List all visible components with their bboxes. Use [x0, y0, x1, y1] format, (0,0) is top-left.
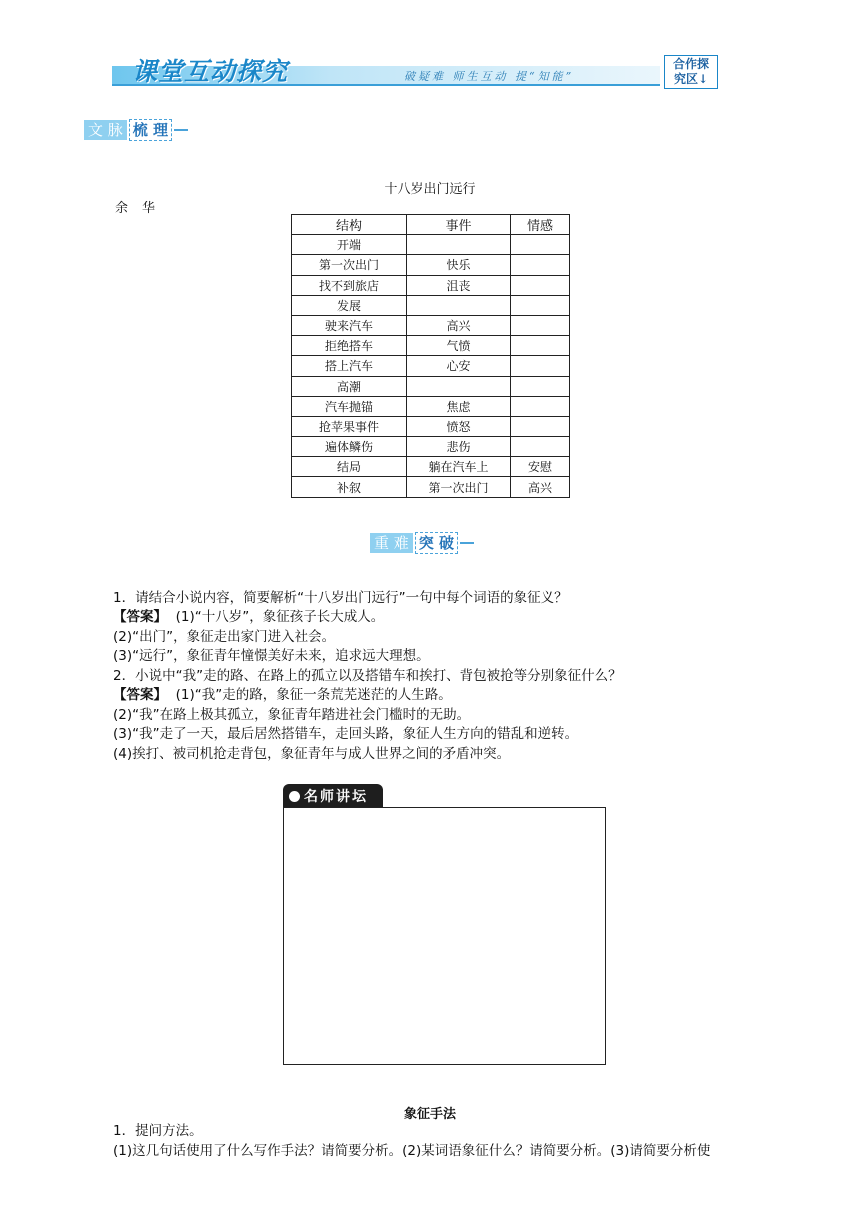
section-tag-difficulty [370, 531, 474, 555]
table-cell: 发展 [292, 295, 407, 315]
table-cell: 沮丧 [407, 275, 511, 295]
table-cell: 补叙 [292, 477, 407, 497]
table-row [292, 235, 570, 255]
table-cell: 第一次出门 [407, 477, 511, 497]
story-author: 余华 [115, 201, 170, 216]
table-cell: 躺在汽车上 [407, 457, 511, 477]
table-cell [511, 235, 570, 255]
lecture-tab [283, 784, 383, 808]
table-row [292, 416, 570, 436]
table-cell [407, 376, 511, 396]
method-line-1: 1．提问方法。 [113, 1123, 203, 1139]
answer-2-line-3: (3)“我”走了一天，最后居然搭错车，走回头路，象征人生方向的错乱和逆转。 [113, 726, 579, 742]
answer-label: 【答案】 [113, 609, 167, 625]
bullet-dot-icon [289, 791, 300, 802]
table-cell: 汽车抛锚 [292, 396, 407, 416]
answer-text: (1)“十八岁”，象征孩子长大成人。 [175, 609, 385, 625]
answer-label: 【答案】 [113, 687, 167, 703]
table-cell: 遍体鳞伤 [292, 437, 407, 457]
table-cell: 高潮 [292, 376, 407, 396]
table-cell [511, 416, 570, 436]
table-cell [511, 275, 570, 295]
section-tag-prefix: 文 脉 [84, 120, 127, 140]
table-cell: 高兴 [511, 477, 570, 497]
section-tag-line [174, 129, 188, 131]
table-cell [511, 396, 570, 416]
table-row [292, 457, 570, 477]
table-cell: 开端 [292, 235, 407, 255]
table-row [292, 356, 570, 376]
table-row [292, 376, 570, 396]
table-cell: 驶来汽车 [292, 315, 407, 335]
table-cell: 焦虑 [407, 396, 511, 416]
table-row [292, 255, 570, 275]
question-1: 1．请结合小说内容，简要解析“十八岁出门远行”一句中每个词语的象征义？ [113, 590, 568, 606]
table-header-cell: 事件 [407, 215, 511, 235]
section-tag-main: 梳 理 [129, 119, 172, 141]
section-tag-line [460, 542, 474, 544]
header-banner [112, 52, 718, 90]
table-cell: 拒绝搭车 [292, 336, 407, 356]
section-tag-outline [84, 118, 188, 142]
method-line-2: (1)这几句话使用了什么写作手法？请简要分析。(2)某词语象征什么？请简要分析。(3)请简要分析使 [113, 1143, 711, 1159]
table-cell [407, 235, 511, 255]
table-cell: 气愤 [407, 336, 511, 356]
question-2: 2．小说中“我”走的路、在路上的孤立以及搭错车和挨打、背包被抢等分别象征什么？ [113, 668, 622, 684]
table-cell [511, 315, 570, 335]
answer-1-line-3: (3)“远行”，象征青年憧憬美好未来，追求远大理想。 [113, 648, 430, 664]
method-title: 象征手法 [403, 1107, 456, 1122]
table-cell [511, 255, 570, 275]
table-cell: 愤怒 [407, 416, 511, 436]
table-cell: 快乐 [407, 255, 511, 275]
banner-box-line1: 合作探 [672, 57, 709, 71]
table-header-cell: 结构 [292, 215, 407, 235]
banner-title: 课堂互动探究 [132, 57, 289, 86]
answer-text: (1)“我”走的路，象征一条荒芜迷茫的人生路。 [175, 687, 452, 703]
answer-1-line-1 [113, 608, 384, 628]
answer-1-line-2: (2)“出门”，象征走出家门进入社会。 [113, 629, 336, 645]
answer-2-line-1 [113, 686, 452, 706]
table-cell [511, 437, 570, 457]
table-cell [511, 295, 570, 315]
table-cell: 心安 [407, 356, 511, 376]
table-cell: 找不到旅店 [292, 275, 407, 295]
table-header-cell: 情感 [511, 215, 570, 235]
table-cell: 安慰 [511, 457, 570, 477]
table-cell: 搭上汽车 [292, 356, 407, 376]
lecture-box [283, 807, 606, 1065]
table-row [292, 336, 570, 356]
lecture-tab-label: 名师讲坛 [304, 789, 368, 805]
answer-2-line-2: (2)“我”在路上极其孤立，象征青年踏进社会门槛时的无助。 [113, 707, 471, 723]
banner-side-box [664, 55, 718, 89]
table-cell: 抢苹果事件 [292, 416, 407, 436]
table-cell [511, 336, 570, 356]
table-row [292, 477, 570, 497]
table-cell: 悲伤 [407, 437, 511, 457]
banner-box-line2: 究区↓ [673, 72, 709, 86]
table-row [292, 275, 570, 295]
structure-table [291, 214, 570, 498]
table-row [292, 315, 570, 335]
answer-2-line-4: (4)挨打、被司机抢走背包，象征青年与成人世界之间的矛盾冲突。 [113, 746, 511, 762]
table-cell [511, 356, 570, 376]
table-cell: 第一次出门 [292, 255, 407, 275]
banner-subtitle: 破疑难 师生互动 提“知能” [404, 70, 575, 83]
section-tag-prefix: 重 难 [370, 533, 413, 553]
table-cell [511, 376, 570, 396]
table-row [292, 295, 570, 315]
table-cell [407, 295, 511, 315]
section-tag-main: 突 破 [415, 532, 458, 554]
table-row [292, 396, 570, 416]
table-cell: 结局 [292, 457, 407, 477]
story-title: 十八岁出门远行 [384, 182, 476, 197]
table-row [292, 437, 570, 457]
table-header-row [292, 215, 570, 235]
table-cell: 高兴 [407, 315, 511, 335]
